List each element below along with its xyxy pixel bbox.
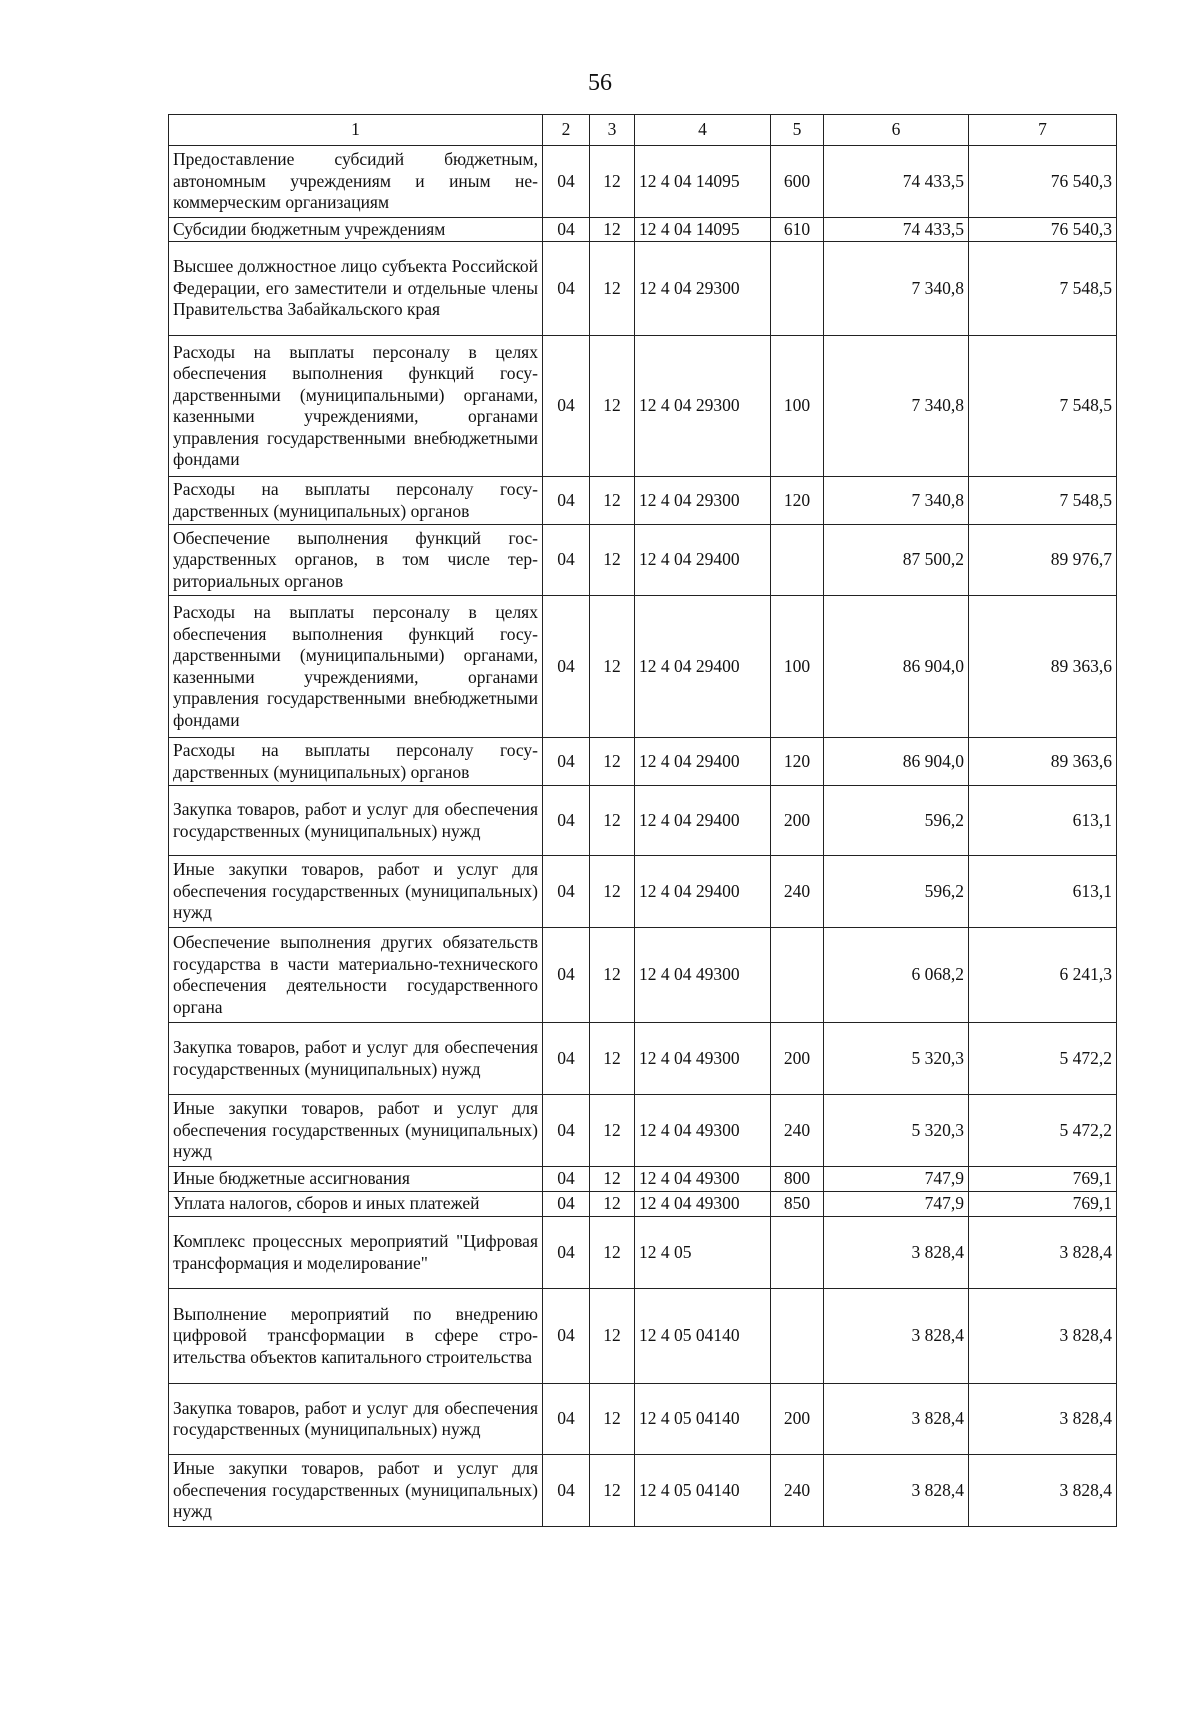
row-section: 04 <box>543 242 590 336</box>
row-name: Уплата налогов, сборов и иных платежей <box>169 1192 543 1217</box>
row-subsection: 12 <box>590 1023 635 1095</box>
row-subsection: 12 <box>590 477 635 525</box>
row-name: Расходы на выплаты персоналу государственных (муниципальных) органов <box>169 738 543 786</box>
table-row <box>169 242 1117 336</box>
row-expense-type: 100 <box>771 596 824 738</box>
row-subsection: 12 <box>590 856 635 928</box>
row-name: Обеспечение выполнения функций государственных органов, в том числе территориальных органов <box>169 525 543 596</box>
row-section: 04 <box>543 1023 590 1095</box>
row-subsection: 12 <box>590 525 635 596</box>
row-name: Обеспечение выполнения других обязательств государства в части материально-технического обеспечения деятельности государственного органа <box>169 928 543 1023</box>
row-section: 04 <box>543 336 590 477</box>
row-value-col7: 7 548,5 <box>969 336 1117 477</box>
row-value-col7: 769,1 <box>969 1192 1117 1217</box>
row-expense-type: 610 <box>771 218 824 242</box>
row-name: Закупка товаров, работ и услуг для обеспечения государственных (муниципальных) нужд <box>169 1384 543 1455</box>
row-expense-type: 240 <box>771 1095 824 1167</box>
page-number: 56 <box>588 70 612 96</box>
header-cell: 3 <box>590 115 635 146</box>
row-expense-type: 200 <box>771 1023 824 1095</box>
table-row <box>169 1023 1117 1095</box>
row-name: Расходы на выплаты персоналу в целях обеспечения выполнения функций государственными (муниципальными) органами, казенными учреждениями, органами управления государственными внебюджетными фондами <box>169 336 543 477</box>
row-subsection: 12 <box>590 738 635 786</box>
row-section: 04 <box>543 1167 590 1192</box>
row-section: 04 <box>543 1289 590 1384</box>
table-row <box>169 1289 1117 1384</box>
row-target-code: 12 4 04 14095 <box>635 146 771 218</box>
header-cell: 5 <box>771 115 824 146</box>
row-value-col6: 5 320,3 <box>824 1023 969 1095</box>
row-name: Высшее должностное лицо субъекта Российской Федерации, его заместители и отдельные члены Правительства Забайкальского края <box>169 242 543 336</box>
row-value-col6: 3 828,4 <box>824 1455 969 1527</box>
row-section: 04 <box>543 1095 590 1167</box>
row-name: Выполнение мероприятий по внедрению цифровой трансформации в сфере строительства объектов капитального строительства <box>169 1289 543 1384</box>
row-section: 04 <box>543 1217 590 1289</box>
row-target-code: 12 4 04 49300 <box>635 1167 771 1192</box>
row-subsection: 12 <box>590 1192 635 1217</box>
row-target-code: 12 4 04 29400 <box>635 525 771 596</box>
row-expense-type: 240 <box>771 856 824 928</box>
budget-table <box>168 114 1117 1527</box>
row-section: 04 <box>543 1455 590 1527</box>
row-value-col7: 89 363,6 <box>969 596 1117 738</box>
row-value-col6: 7 340,8 <box>824 477 969 525</box>
row-subsection: 12 <box>590 336 635 477</box>
row-target-code: 12 4 05 04140 <box>635 1455 771 1527</box>
row-value-col6: 87 500,2 <box>824 525 969 596</box>
table-row <box>169 218 1117 242</box>
row-target-code: 12 4 04 29300 <box>635 477 771 525</box>
row-section: 04 <box>543 1192 590 1217</box>
row-section: 04 <box>543 525 590 596</box>
row-target-code: 12 4 04 29400 <box>635 856 771 928</box>
row-expense-type: 100 <box>771 336 824 477</box>
row-target-code: 12 4 04 29300 <box>635 336 771 477</box>
row-subsection: 12 <box>590 1289 635 1384</box>
row-name: Комплекс процессных мероприятий "Цифровая трансформация и моделирование" <box>169 1217 543 1289</box>
row-expense-type <box>771 242 824 336</box>
table-row <box>169 1384 1117 1455</box>
table-row <box>169 1167 1117 1192</box>
row-section: 04 <box>543 786 590 856</box>
row-value-col6: 5 320,3 <box>824 1095 969 1167</box>
row-subsection: 12 <box>590 242 635 336</box>
row-value-col7: 6 241,3 <box>969 928 1117 1023</box>
row-value-col7: 76 540,3 <box>969 218 1117 242</box>
row-value-col7: 3 828,4 <box>969 1289 1117 1384</box>
row-subsection: 12 <box>590 1384 635 1455</box>
row-target-code: 12 4 04 49300 <box>635 1023 771 1095</box>
row-section: 04 <box>543 596 590 738</box>
header-cell: 6 <box>824 115 969 146</box>
row-expense-type: 240 <box>771 1455 824 1527</box>
row-section: 04 <box>543 856 590 928</box>
table-row <box>169 336 1117 477</box>
row-subsection: 12 <box>590 1095 635 1167</box>
row-name: Предоставление субсидий бюджетным, автономным учреждениям и иным некоммерческим организациям <box>169 146 543 218</box>
header-cell: 4 <box>635 115 771 146</box>
row-expense-type: 200 <box>771 1384 824 1455</box>
row-target-code: 12 4 05 <box>635 1217 771 1289</box>
row-value-col6: 74 433,5 <box>824 218 969 242</box>
row-section: 04 <box>543 218 590 242</box>
table-row <box>169 1192 1117 1217</box>
row-value-col7: 613,1 <box>969 856 1117 928</box>
row-expense-type: 600 <box>771 146 824 218</box>
row-name: Иные закупки товаров, работ и услуг для обеспечения государственных (муниципальных) нужд <box>169 1095 543 1167</box>
row-target-code: 12 4 04 49300 <box>635 1192 771 1217</box>
row-value-col6: 7 340,8 <box>824 336 969 477</box>
row-name: Субсидии бюджетным учреждениям <box>169 218 543 242</box>
row-name: Иные закупки товаров, работ и услуг для обеспечения государственных (муниципальных) нужд <box>169 856 543 928</box>
row-subsection: 12 <box>590 1455 635 1527</box>
header-cell: 7 <box>969 115 1117 146</box>
row-name: Закупка товаров, работ и услуг для обеспечения государственных (муниципальных) нужд <box>169 786 543 856</box>
table-row <box>169 477 1117 525</box>
row-target-code: 12 4 05 04140 <box>635 1384 771 1455</box>
row-value-col6: 3 828,4 <box>824 1289 969 1384</box>
row-subsection: 12 <box>590 218 635 242</box>
table-row <box>169 146 1117 218</box>
row-name: Закупка товаров, работ и услуг для обеспечения государственных (муниципальных) нужд <box>169 1023 543 1095</box>
table-row <box>169 1455 1117 1527</box>
table-row <box>169 856 1117 928</box>
row-target-code: 12 4 04 49300 <box>635 1095 771 1167</box>
row-value-col7: 7 548,5 <box>969 242 1117 336</box>
row-value-col7: 3 828,4 <box>969 1384 1117 1455</box>
row-value-col7: 7 548,5 <box>969 477 1117 525</box>
row-target-code: 12 4 04 29400 <box>635 738 771 786</box>
row-target-code: 12 4 04 49300 <box>635 928 771 1023</box>
table-row <box>169 738 1117 786</box>
row-value-col7: 5 472,2 <box>969 1023 1117 1095</box>
row-value-col6: 747,9 <box>824 1192 969 1217</box>
row-value-col6: 74 433,5 <box>824 146 969 218</box>
row-value-col6: 6 068,2 <box>824 928 969 1023</box>
row-value-col7: 76 540,3 <box>969 146 1117 218</box>
row-target-code: 12 4 04 29300 <box>635 242 771 336</box>
row-target-code: 12 4 05 04140 <box>635 1289 771 1384</box>
header-cell: 2 <box>543 115 590 146</box>
row-value-col6: 596,2 <box>824 786 969 856</box>
row-value-col7: 89 363,6 <box>969 738 1117 786</box>
table-row <box>169 525 1117 596</box>
header-row <box>169 115 1117 146</box>
row-expense-type <box>771 1217 824 1289</box>
row-value-col6: 596,2 <box>824 856 969 928</box>
row-section: 04 <box>543 928 590 1023</box>
row-name: Расходы на выплаты персоналу государственных (муниципальных) органов <box>169 477 543 525</box>
row-section: 04 <box>543 738 590 786</box>
row-value-col6: 86 904,0 <box>824 738 969 786</box>
row-name: Иные закупки товаров, работ и услуг для обеспечения государственных (муниципальных) нужд <box>169 1455 543 1527</box>
table-row <box>169 786 1117 856</box>
row-name: Иные бюджетные ассигнования <box>169 1167 543 1192</box>
row-target-code: 12 4 04 14095 <box>635 218 771 242</box>
row-expense-type <box>771 1289 824 1384</box>
row-subsection: 12 <box>590 928 635 1023</box>
row-value-col6: 3 828,4 <box>824 1217 969 1289</box>
row-subsection: 12 <box>590 786 635 856</box>
row-expense-type: 800 <box>771 1167 824 1192</box>
row-expense-type: 120 <box>771 738 824 786</box>
row-value-col7: 89 976,7 <box>969 525 1117 596</box>
row-name: Расходы на выплаты персоналу в целях обеспечения выполнения функций государственными (муниципальными) органами, казенными учреждениями, органами управления государственными внебюджетными фондами <box>169 596 543 738</box>
row-value-col7: 613,1 <box>969 786 1117 856</box>
row-section: 04 <box>543 477 590 525</box>
header-cell: 1 <box>169 115 543 146</box>
row-section: 04 <box>543 1384 590 1455</box>
row-value-col6: 747,9 <box>824 1167 969 1192</box>
row-subsection: 12 <box>590 146 635 218</box>
row-target-code: 12 4 04 29400 <box>635 786 771 856</box>
row-expense-type <box>771 928 824 1023</box>
row-value-col7: 769,1 <box>969 1167 1117 1192</box>
row-expense-type: 120 <box>771 477 824 525</box>
row-expense-type <box>771 525 824 596</box>
row-target-code: 12 4 04 29400 <box>635 596 771 738</box>
table-row <box>169 928 1117 1023</box>
row-subsection: 12 <box>590 1167 635 1192</box>
row-expense-type: 200 <box>771 786 824 856</box>
row-value-col6: 7 340,8 <box>824 242 969 336</box>
table-row <box>169 1095 1117 1167</box>
row-value-col7: 3 828,4 <box>969 1217 1117 1289</box>
row-value-col6: 3 828,4 <box>824 1384 969 1455</box>
row-value-col7: 5 472,2 <box>969 1095 1117 1167</box>
row-subsection: 12 <box>590 596 635 738</box>
table-row <box>169 1217 1117 1289</box>
row-expense-type: 850 <box>771 1192 824 1217</box>
table-row <box>169 596 1117 738</box>
row-value-col6: 86 904,0 <box>824 596 969 738</box>
row-subsection: 12 <box>590 1217 635 1289</box>
row-section: 04 <box>543 146 590 218</box>
row-value-col7: 3 828,4 <box>969 1455 1117 1527</box>
